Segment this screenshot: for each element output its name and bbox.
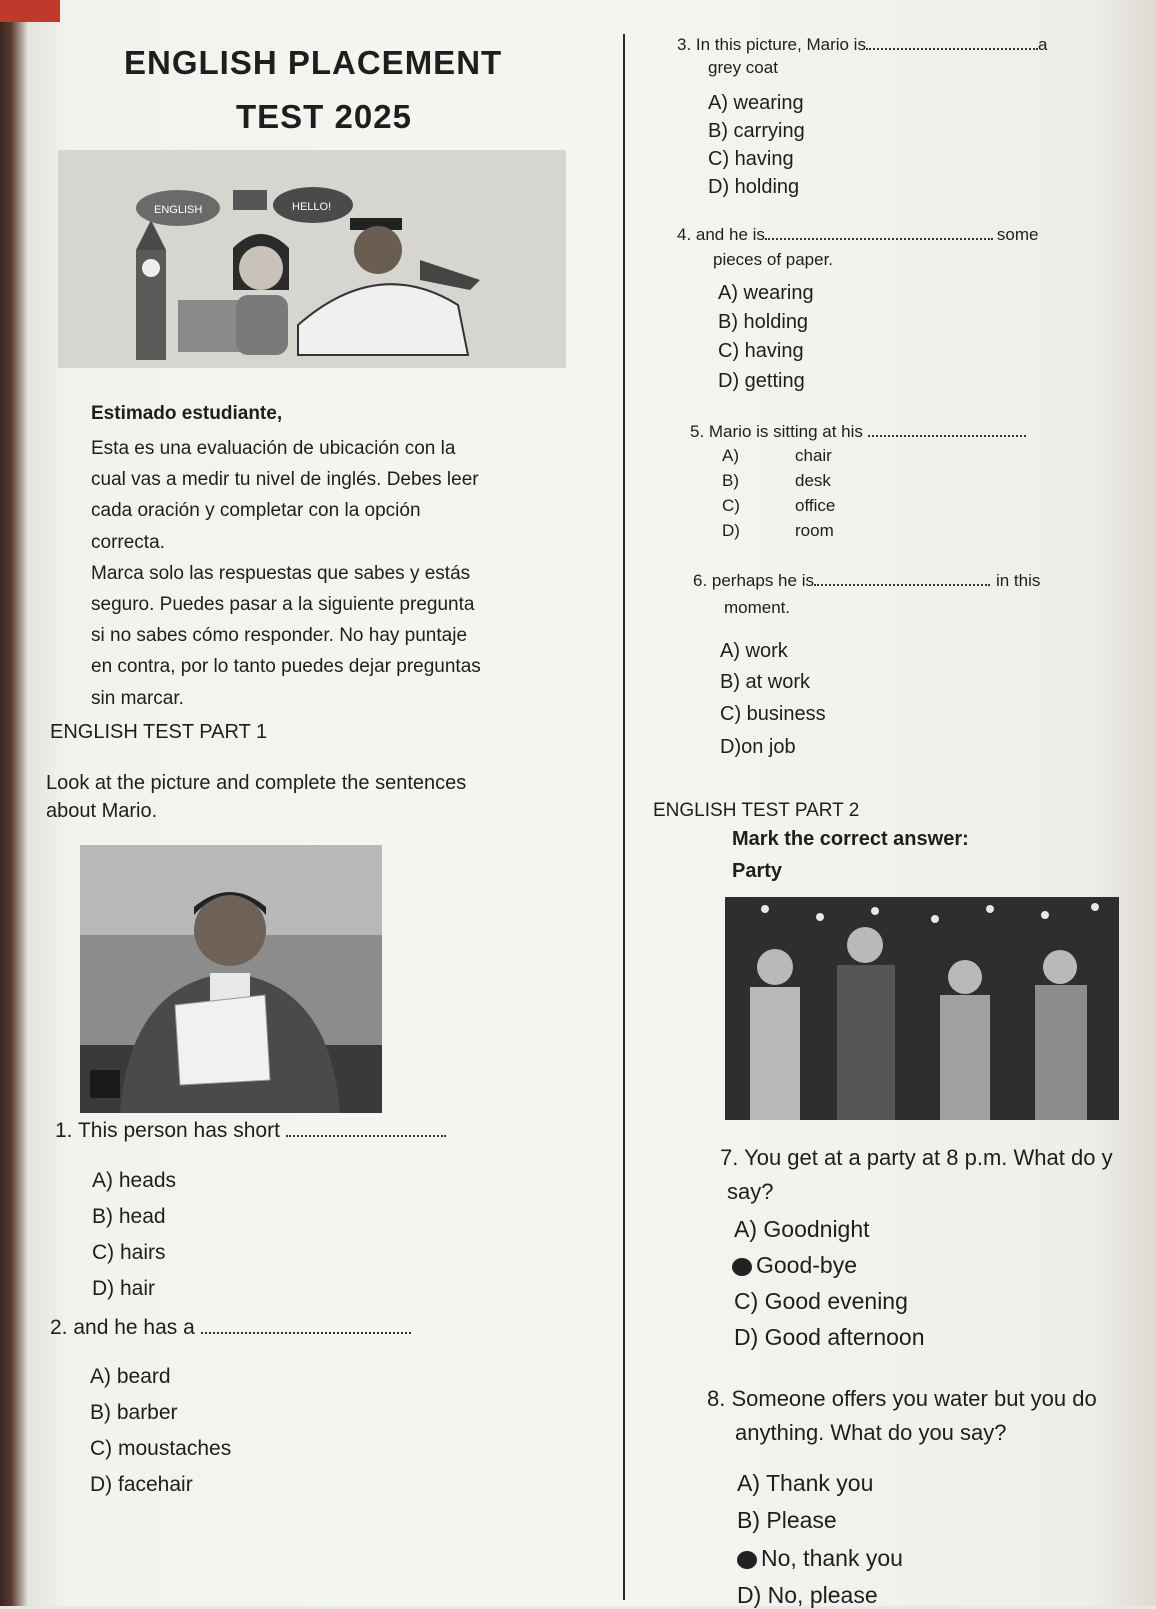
- question-7-line2: say?: [727, 1179, 774, 1204]
- question-6-end: in this: [995, 571, 1041, 590]
- question-1-text: [55, 1119, 446, 1143]
- mario-photo: [80, 845, 382, 1113]
- question-6-text: [693, 571, 1040, 591]
- part1-heading: ENGLISH TEST PART 1: [50, 721, 268, 743]
- question-3-text: [677, 35, 1047, 55]
- q1-option-a[interactable]: A) heads: [92, 1169, 177, 1192]
- intro-line: Esta es una evaluación de ubicación con la: [91, 438, 456, 459]
- question-1-prompt: 1. This person has short: [55, 1119, 280, 1142]
- q8-option-d[interactable]: D) No, please: [737, 1582, 878, 1608]
- q5-option-d-letter[interactable]: D): [722, 521, 740, 540]
- q6-option-d[interactable]: D)on job: [720, 736, 796, 758]
- q8-option-c-label: No, thank you: [761, 1545, 903, 1571]
- intro-line: cual vas a medir tu nivel de inglés. Debes leer: [91, 469, 479, 490]
- q6-option-c[interactable]: C) business: [720, 703, 826, 725]
- part1-instruction-2: about Mario.: [46, 800, 158, 822]
- party-photo: [725, 897, 1119, 1120]
- question-4-end: some: [996, 225, 1039, 244]
- q7-option-c[interactable]: C) Good evening: [734, 1288, 908, 1314]
- q5-option-a[interactable]: chair: [795, 446, 832, 465]
- big-ben-icon: [136, 220, 166, 360]
- answer-blank[interactable]: [765, 234, 993, 240]
- intro-line: sin marcar.: [91, 688, 184, 709]
- q3-option-d[interactable]: D) holding: [708, 176, 800, 198]
- page-left-edge: [0, 0, 28, 1606]
- q5-option-b-letter[interactable]: B): [722, 471, 739, 490]
- question-4-line2: pieces of paper.: [713, 250, 834, 269]
- speech-bubble-right: [273, 187, 353, 223]
- question-5-prompt: 5. Mario is sitting at his: [690, 422, 863, 441]
- selected-answer-mark: [732, 1258, 752, 1276]
- question-7-text: 7. You get at a party at 8 p.m. What do y: [720, 1145, 1113, 1170]
- flag-icon: [233, 190, 267, 210]
- question-4-prompt: 4. and he is: [677, 225, 765, 244]
- q2-option-a[interactable]: A) beard: [90, 1365, 171, 1388]
- answer-blank[interactable]: [201, 1328, 411, 1334]
- q7-option-b-label: Good-bye: [756, 1252, 858, 1278]
- mario-photo-svg: [80, 845, 382, 1113]
- q7-option-a[interactable]: A) Goodnight: [734, 1216, 870, 1242]
- title-line-2: TEST 2025: [236, 98, 412, 135]
- question-4-text: [677, 225, 1038, 245]
- q3-option-a[interactable]: A) wearing: [708, 92, 804, 114]
- selected-answer-mark: [737, 1551, 757, 1569]
- question-2-text: [50, 1316, 411, 1340]
- intro-line: en contra, por lo tanto puedes dejar preguntas: [91, 656, 481, 677]
- question-6-line2: moment.: [724, 598, 791, 617]
- question-3-end: a: [1037, 35, 1048, 54]
- speech-bubble-left: [136, 190, 220, 226]
- intro-line: correcta.: [91, 532, 165, 553]
- question-3-prompt: 3. In this picture, Mario is: [677, 35, 866, 54]
- question-6-prompt: 6. perhaps he is: [693, 571, 814, 590]
- intro-line: seguro. Puedes pasar a la siguiente pregunta: [91, 594, 475, 615]
- title-line-1: ENGLISH PLACEMENT: [124, 44, 503, 81]
- q4-option-d[interactable]: D) getting: [718, 370, 805, 392]
- header-illustration: [58, 150, 566, 368]
- q6-option-a[interactable]: A) work: [720, 640, 788, 662]
- q7-option-b[interactable]: [732, 1252, 857, 1279]
- part2-instruction: Mark the correct answer:: [732, 828, 969, 850]
- question-3-line2: grey coat: [708, 58, 778, 77]
- corner-red-object: [0, 0, 60, 22]
- q8-option-c[interactable]: [737, 1545, 903, 1572]
- q2-option-d[interactable]: D) facehair: [90, 1473, 193, 1496]
- party-photo-svg: [725, 897, 1119, 1120]
- question-8-text: 8. Someone offers you water but you do: [707, 1386, 1097, 1411]
- intro-greeting: Estimado estudiante,: [91, 403, 283, 424]
- q1-option-b[interactable]: B) head: [92, 1205, 166, 1228]
- q5-option-d[interactable]: room: [795, 521, 834, 540]
- q3-option-c[interactable]: C) having: [708, 148, 794, 170]
- column-divider: [623, 34, 625, 1600]
- intro-line: Marca solo las respuestas que sabes y estás: [91, 563, 471, 584]
- q4-option-c[interactable]: C) having: [718, 340, 804, 362]
- bubble-right-text: HELLO!: [292, 201, 332, 213]
- answer-blank[interactable]: [866, 44, 1038, 50]
- intro-line: cada oración y completar con la opción: [91, 500, 421, 521]
- q1-option-d[interactable]: D) hair: [92, 1277, 156, 1300]
- part1-instruction: Look at the picture and complete the sentences: [46, 772, 467, 794]
- illustration-svg: [58, 150, 566, 368]
- question-8-line2: anything. What do you say?: [735, 1420, 1007, 1445]
- q6-option-b[interactable]: B) at work: [720, 671, 811, 693]
- part2-heading: ENGLISH TEST PART 2: [653, 800, 860, 821]
- q2-option-b[interactable]: B) barber: [90, 1401, 178, 1424]
- q3-option-b[interactable]: B) carrying: [708, 120, 805, 142]
- q4-option-a[interactable]: A) wearing: [718, 282, 814, 304]
- q1-option-c[interactable]: C) hairs: [92, 1241, 166, 1264]
- q5-option-c-letter[interactable]: C): [722, 496, 740, 515]
- q2-option-c[interactable]: C) moustaches: [90, 1437, 232, 1460]
- q7-option-d[interactable]: D) Good afternoon: [734, 1324, 925, 1350]
- intro-line: si no sabes cómo responder. No hay puntaje: [91, 625, 468, 646]
- answer-blank[interactable]: [868, 431, 1026, 437]
- answer-blank[interactable]: [814, 580, 990, 586]
- part2-topic: Party: [732, 860, 783, 882]
- q5-option-b[interactable]: desk: [795, 471, 831, 490]
- question-2-prompt: 2. and he has a: [50, 1316, 195, 1339]
- q5-option-a-letter[interactable]: A): [722, 446, 739, 465]
- q4-option-b[interactable]: B) holding: [718, 311, 809, 333]
- q8-option-a[interactable]: A) Thank you: [737, 1470, 874, 1496]
- answer-blank[interactable]: [286, 1131, 446, 1137]
- q5-option-c[interactable]: office: [795, 496, 836, 515]
- bubble-left-text: ENGLISH: [154, 204, 203, 216]
- question-5-text: [690, 422, 1026, 442]
- q8-option-b[interactable]: B) Please: [737, 1507, 837, 1533]
